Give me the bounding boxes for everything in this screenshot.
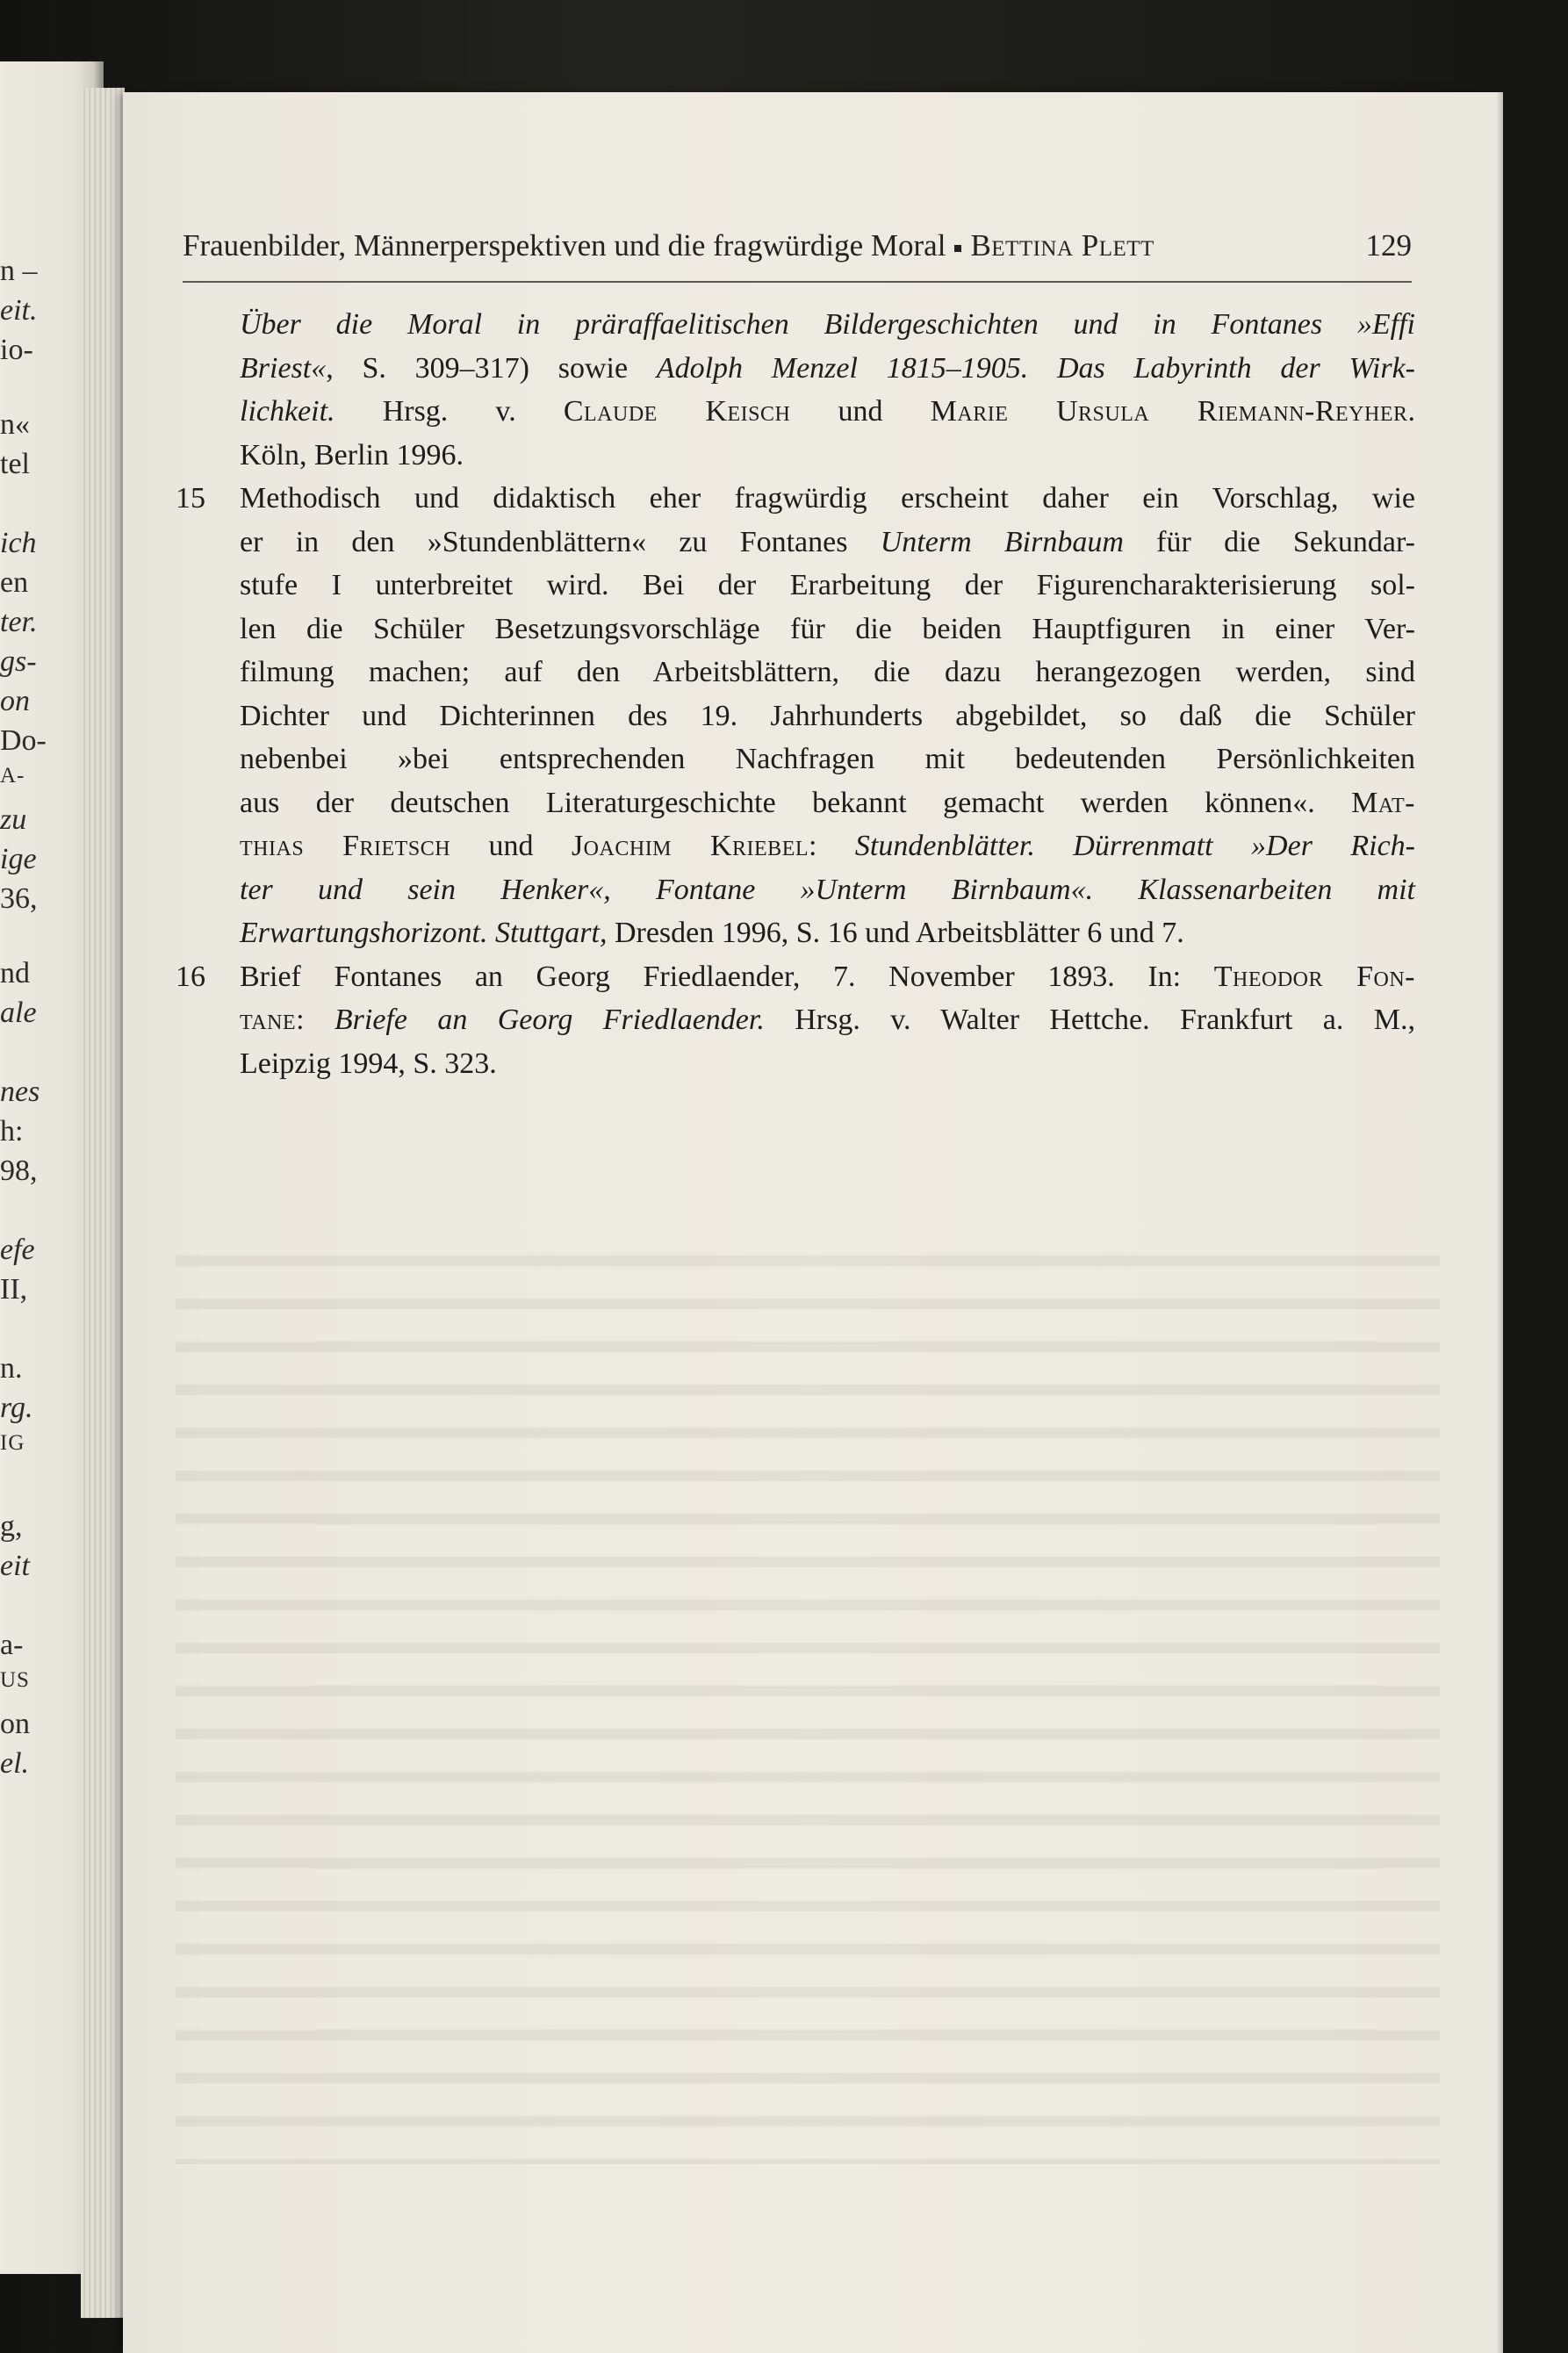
text-run: Briest«	[240, 351, 327, 385]
left-page-fragment: on	[0, 1708, 30, 1740]
footnote-line	[240, 955, 1415, 999]
footnote	[176, 477, 1415, 955]
left-page-fragment: nes	[0, 1076, 40, 1108]
left-page-fragment: US	[0, 1668, 30, 1692]
text-run: Über die Moral in präraffaelitischen Bildergeschichten und in Fontanes »Effi	[240, 308, 1415, 341]
text-run: Mat-	[1351, 786, 1415, 819]
text-run: Methodisch und didaktisch eher fragwürdig erscheint daher ein Vorschlag, wie	[240, 482, 1415, 514]
footnote-line	[240, 651, 1415, 694]
left-page-fragment: n«	[0, 408, 30, 441]
footnote-line	[240, 1042, 1415, 1086]
left-page-fragment: n.	[0, 1352, 23, 1385]
text-run: nebenbei »bei entsprechenden Nachfragen mit bedeutenden Persönlichkeiten	[240, 743, 1415, 775]
text-run: filmung machen; auf den Arbeitsblättern, die dazu herangezogen werden, sind	[240, 656, 1415, 688]
left-page-fragment: tel	[0, 448, 30, 480]
left-page-fragment: ale	[0, 997, 37, 1029]
footnote-line	[240, 738, 1415, 781]
left-page-fragment: en	[0, 566, 29, 599]
left-page-fragment: rg.	[0, 1392, 33, 1424]
text-run: Dresden 1996, S. 16 und Arbeitsblätter 6 und 7.	[607, 917, 1184, 949]
left-page-fragment: io-	[0, 334, 33, 366]
text-run: Marie Ursula Riemann-Reyher	[930, 395, 1408, 428]
footnote-line	[240, 303, 1415, 347]
text-run: tane	[240, 1004, 297, 1036]
left-page-fragment: Do-	[0, 724, 47, 757]
footnote-line	[240, 694, 1415, 738]
left-page-fragment: A-	[0, 764, 25, 788]
text-run: :	[809, 830, 855, 862]
text-run: lichkeit.	[240, 395, 335, 428]
footnote-number: 16	[176, 960, 205, 993]
left-page-fragment: zu	[0, 803, 27, 836]
footnote-line	[240, 998, 1415, 1042]
left-page-fragment: on	[0, 685, 30, 717]
footnote-line	[240, 564, 1415, 608]
footnote-line	[240, 347, 1415, 391]
left-page-fragment: 36,	[0, 882, 38, 915]
page-number: 129	[1365, 228, 1412, 263]
footnote-line	[240, 824, 1415, 868]
left-page-fragment: el.	[0, 1747, 30, 1780]
text-run: für die Sekundar-	[1123, 525, 1415, 558]
text-run: len die Schüler Besetzungsvorschläge für die beiden Hauptfiguren in einer Ver-	[240, 612, 1415, 645]
text-run: thias Frietsch	[240, 830, 451, 862]
left-page-fragment: g,	[0, 1510, 23, 1543]
footnote	[176, 303, 1415, 477]
page-edges	[81, 88, 125, 2318]
showthrough-text	[176, 1234, 1440, 2164]
text-run: Leipzig 1994, S. 323.	[240, 1047, 497, 1080]
text-run: Dichter und Dichterinnen des 19. Jahrhunderts abgebildet, so daß die Schüler	[240, 699, 1415, 732]
footnote-line	[240, 868, 1415, 912]
text-run: Stundenblätter. Dürrenmatt »Der Rich-	[854, 830, 1416, 862]
footnote	[176, 955, 1415, 1086]
left-page-fragment: II,	[0, 1273, 28, 1306]
footnote-line	[240, 477, 1415, 521]
left-page-fragment: h:	[0, 1115, 24, 1148]
left-page-fragment: eit.	[0, 294, 38, 327]
text-run: und	[790, 395, 931, 428]
footnotes	[176, 303, 1415, 1085]
left-page-fragment: nd	[0, 957, 30, 989]
left-page-fragment: a-	[0, 1629, 24, 1661]
left-page-fragment: ige	[0, 843, 37, 875]
text-run: Erwartungshorizont. Stuttgart,	[240, 917, 608, 949]
text-run: Claude Keisch	[563, 395, 791, 428]
left-page-fragment: IG	[0, 1431, 25, 1455]
footnote-line	[240, 434, 1415, 478]
text-run: ter und sein Henker«, Fontane »Unterm Birnbaum«. Klassenarbeiten mit	[240, 873, 1415, 906]
text-run: Briefe an Georg Friedlaender.	[334, 1004, 765, 1036]
footnote-line	[240, 608, 1415, 651]
left-page-fragment: efe	[0, 1234, 35, 1266]
text-run: Theodor Fon-	[1213, 960, 1415, 993]
text-run: Köln, Berlin 1996.	[240, 438, 464, 471]
text-run: aus der deutschen Literaturgeschichte bekannt gemacht werden können«.	[240, 786, 1352, 819]
text-run: Unterm Birnbaum	[880, 525, 1124, 558]
text-run: .	[1407, 395, 1415, 428]
left-page-fragment: 98,	[0, 1155, 38, 1187]
running-head-author: Bettina Plett	[970, 228, 1154, 263]
left-page-fragment: gs-	[0, 645, 37, 678]
text-run: :	[296, 1004, 334, 1036]
footnote-line	[240, 781, 1415, 825]
left-page-fragment: eit	[0, 1550, 30, 1582]
text-run: Hrsg. v.	[334, 395, 564, 428]
bullet-separator	[954, 245, 961, 252]
text-run: Hrsg. v. Walter Hettche. Frankfurt a. M.,	[764, 1004, 1415, 1036]
footnote-line	[240, 911, 1415, 955]
left-page-fragment: ich	[0, 527, 37, 559]
left-page-fragment: n –	[0, 255, 38, 287]
running-head-title: Frauenbilder, Männerperspektiven und die fragwürdige Moral	[183, 228, 946, 263]
text-run: Joachim Kriebel	[571, 830, 809, 862]
text-run: Adolph Menzel 1815–1905. Das Labyrinth der Wirk-	[656, 351, 1415, 385]
running-head	[183, 228, 1412, 283]
text-run: und	[450, 830, 572, 862]
footnote-number: 15	[176, 482, 205, 514]
text-run: Brief Fontanes an Georg Friedlaender, 7. November 1893. In:	[240, 960, 1214, 993]
book-page	[123, 92, 1503, 2353]
left-page-fragment: ter.	[0, 606, 38, 638]
text-run: stufe I unterbreitet wird. Bei der Erarbeitung der Figurencharakterisierung sol-	[240, 569, 1415, 601]
footnote-line	[240, 390, 1415, 434]
footnote-line	[240, 521, 1415, 565]
text-run: , S. 309–317) sowie	[326, 351, 657, 385]
text-run: er in den »Stundenblättern« zu Fontanes	[240, 525, 881, 558]
